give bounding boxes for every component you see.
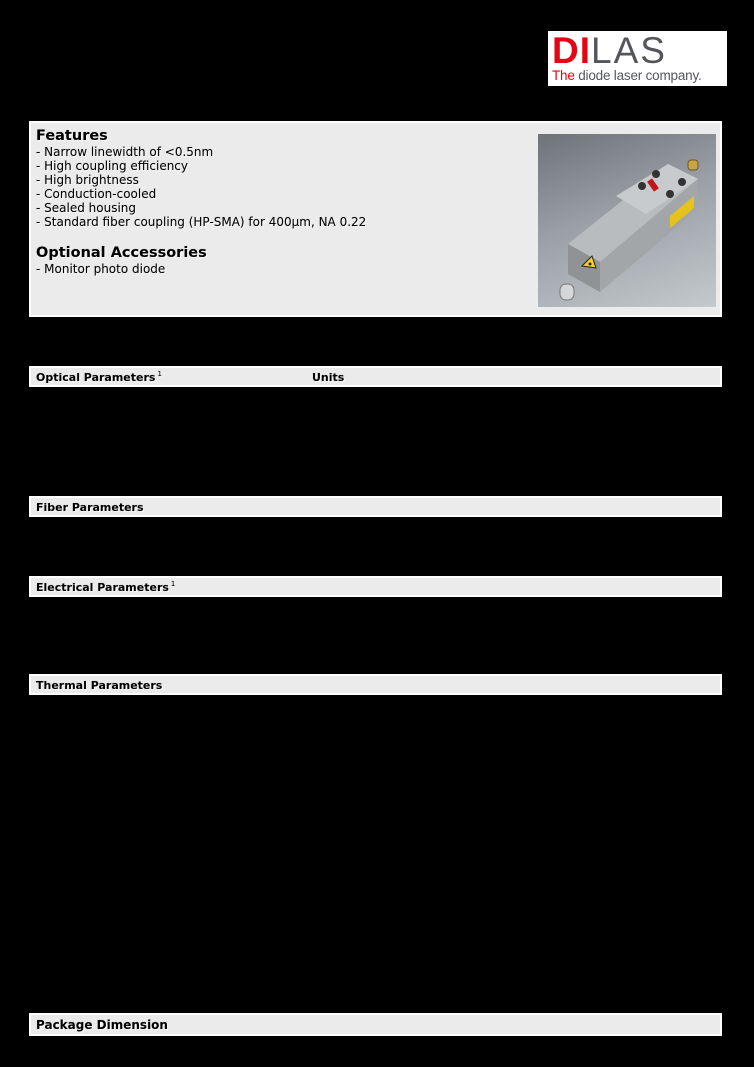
features-heading: Features	[36, 128, 108, 144]
logo-tagline-highlight: The	[552, 68, 575, 83]
logo-wordmark	[552, 30, 723, 71]
accessory-item: - Monitor photo diode	[36, 262, 166, 276]
feature-item: - Narrow linewidth of <0.5nm	[36, 145, 214, 159]
features-panel	[29, 121, 722, 317]
optical-parameters-header	[29, 366, 722, 387]
units-column-header: Units	[312, 371, 345, 384]
logo-tagline-rest: diode laser company.	[574, 68, 702, 83]
thermal-parameters-label: Thermal Parameters	[36, 679, 163, 692]
logo-tagline	[552, 68, 723, 84]
thermal-parameters-header	[29, 674, 722, 695]
electrical-parameters-header	[29, 576, 722, 597]
footnote-marker: 1	[157, 370, 162, 378]
dilas-logo	[548, 31, 727, 86]
electrical-parameters-label	[36, 580, 175, 595]
logo-wordmark-di: DI	[552, 30, 591, 71]
feature-item: - Conduction-cooled	[36, 187, 157, 201]
logo-wordmark-las: LAS	[591, 30, 667, 71]
laser-module-icon	[538, 134, 716, 307]
package-dimension-label: Package Dimension	[36, 1018, 168, 1032]
feature-item: - Sealed housing	[36, 201, 137, 215]
laser-module-photo	[538, 134, 716, 307]
package-dimension-header	[29, 1013, 722, 1036]
electrical-parameters-title: Electrical Parameters	[36, 581, 169, 594]
accessories-heading: Optional Accessories	[36, 245, 207, 261]
features-list	[36, 145, 366, 229]
feature-item: - High brightness	[36, 173, 139, 187]
optical-parameters-title: Optical Parameters	[36, 371, 156, 384]
optical-parameters-label	[36, 370, 162, 385]
fiber-parameters-label: Fiber Parameters	[36, 501, 144, 514]
feature-item: - Standard fiber coupling (HP-SMA) for 400µm, NA 0.22	[36, 215, 367, 229]
footnote-marker: 1	[170, 580, 176, 588]
feature-item: - High coupling efficiency	[36, 159, 189, 173]
accessories-list	[36, 262, 165, 276]
fiber-parameters-header	[29, 496, 722, 517]
